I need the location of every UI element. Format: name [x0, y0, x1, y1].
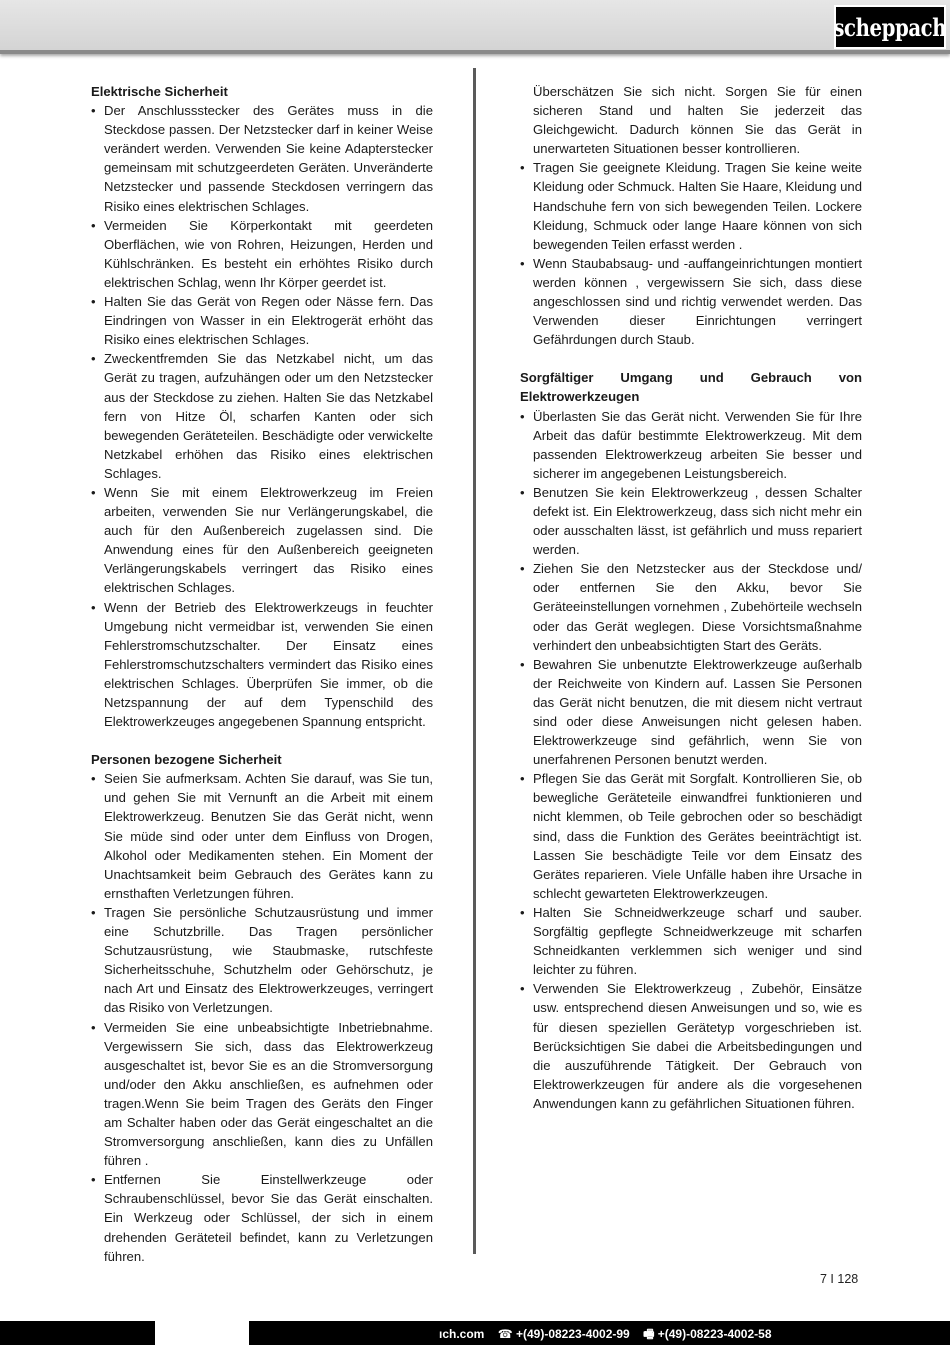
- list-item: • Wenn Staubabsaug- und -auffangeinrichtungen montiert werden können , vergewissern Sie sich, dass diese angeschlossen sind und richtig verwendet werden. Das Verwenden dieser Einrichtungen verringert Gefährdungen durch Staub.: [520, 254, 862, 349]
- list-item: • Halten Sie Schneidwerkzeuge scharf und sauber. Sorgfältig gepflegte Schneidwerkzeuge mit scharfen Schneidkanten verklemmen sich weniger und sind leichter zu führen.: [520, 903, 862, 979]
- list-item: • Verwenden Sie Elektrowerkzeug , Zubehör, Einsätze usw. entsprechend diesen Anweisungen und so, wie es für diesen speziellen Gerätetyp vorgeschrieben ist. Berücksichtigen Sie dabei die Arbeitsbedingungen und die auszuführende Tätigkeit. Der Gebrauch von Elektrowerkzeugen für andere als die vorgesehenen Anwendungen kann zu gefährlichen Situationen führen.: [520, 979, 862, 1113]
- section-heading-electrical-safety: Elektrische Sicherheit: [91, 84, 228, 99]
- footer-phone: ☎ +(49)-08223-4002-99: [497, 1327, 630, 1341]
- list-item: • Halten Sie das Gerät von Regen oder Nässe fern. Das Eindringen von Wasser in ein Elektrogerät erhöht das Risiko eines elektrischen Schlages.: [91, 292, 433, 349]
- section-spacer: [91, 731, 433, 750]
- list-item: • Der Anschlussstecker des Gerätes muss in die Steckdose passen. Der Netzstecker darf in keiner Weise verändert werden. Verwenden Sie keine Adapterstecker gemeinsam mit schutzgeerdeten Geräten. Unveränderte Netzstecker und passende Steckdosen verringern das Risiko eines elektrischen Schlages.: [91, 101, 433, 216]
- column-divider: [473, 68, 476, 1254]
- personal-safety-list-continued: [520, 158, 862, 349]
- list-item: • Tragen Sie persönliche Schutzausrüstung und immer eine Schutzbrille. Das Tragen persönlicher Schutzausrüstung, wie Staubmaske, rutschfeste Sicherheitsschuhe, Schutzhelm oder Gehörschutz, je nach Art und Einsatz des Elektrowerkzeuges, verringert das Risiko von Verletzungen.: [91, 903, 433, 1018]
- electrical-safety-list: [91, 101, 433, 731]
- list-item: • Benutzen Sie kein Elektrowerkzeug , dessen Schalter defekt ist. Ein Elektrowerkzeug, dass sich nicht mehr ein oder ausschalten lässt, ist gefährlich und muss repariert werden.: [520, 483, 862, 559]
- list-item: • Vermeiden Sie Körperkontakt mit geerdeten Oberflächen, wie von Rohren, Heizungen, Herden und Kühlschränken. Es besteht ein erhöhtes Risiko durch elektrischen Schlag, wenn Ihr Körper geerdet ist.: [91, 216, 433, 292]
- footer-website: ıch.com: [439, 1327, 485, 1341]
- brand-logo-text: scheppach: [833, 12, 947, 42]
- footer-contact: [439, 1325, 782, 1346]
- list-item: • Ziehen Sie den Netzstecker aus der Steckdose und/ oder entfernen Sie den Akku, bevor Sie Geräteeinstellungen vornehmen , Zubehörteile wechseln oder das Gerät weglegen. Diese Vorsichtsmaßnahme verhindert den unbeabsichtigten Start des Geräts.: [520, 559, 862, 654]
- list-item: • Überlasten Sie das Gerät nicht. Verwenden Sie für Ihre Arbeit das dafür bestimmte Elektrowerkzeug. Mit dem passenden Elektrowerkzeug arbeiten Sie besser und sicherer im angegebenen Leistungsbereich.: [520, 407, 862, 483]
- list-item: • Vermeiden Sie eine unbeabsichtigte Inbetriebnahme. Vergewissern Sie sich, dass das Elektrowerkzeug ausgeschaltet ist, bevor Sie es an die Stromversorgung und/oder den Akku anschließen, es aufnehmen oder tragen.Wenn Sie beim Tragen des Geräts den Finger am Schalter haben oder das Gerät eingeschaltet an die Stromversorgung anschließen, kann dies zu Unfällen führen .: [91, 1018, 433, 1171]
- personal-safety-list: [91, 769, 433, 1265]
- list-item: • Wenn Sie mit einem Elektrowerkzeug im Freien arbeiten, verwenden Sie nur Verlängerungskabel, die auch für den Außenbereich zugelassen sind. Die Anwendung eines für den Außenbereich geeigneten Verlängerungskabels verringert das Risiko eines elektrischen Schlages.: [91, 483, 433, 598]
- tool-use-list: [520, 407, 862, 1113]
- left-column: [91, 82, 433, 1266]
- list-item: • Zweckentfremden Sie das Netzkabel nicht, um das Gerät zu tragen, aufzuhängen oder um den Netzstecker aus der Steckdose zu ziehen. Halten Sie das Netzkabel fern von Hitze Öl, scharfen Kanten oder sich bewegenden Geräteteilen. Beschädigte oder verwickelte Netzkabel erhöhen das Risiko eines elektrischen Schlages.: [91, 349, 433, 483]
- list-item: • Entfernen Sie Einstellwerkzeuge oder Schraubenschlüssel, bevor Sie das Gerät einschalten. Ein Werkzeug oder Schlüssel, der sich in einem drehenden Geräteteil befindet, kann zu Verletzungen führen.: [91, 1170, 433, 1265]
- list-item: • Tragen Sie geeignete Kleidung. Tragen Sie keine weite Kleidung oder Schmuck. Halten Sie Haare, Kleidung und Handschuhe fern von sich bewegenden Teilen. Lockere Kleidung, Schmuck oder lange Haare können von sich bewegenden Teilen erfasst werden .: [520, 158, 862, 253]
- list-item: • Bewahren Sie unbenutzte Elektrowerkzeuge außerhalb der Reichweite von Kindern auf. Lassen Sie Personen das Gerät nicht benutzen, die mit diesem nicht vertraut sind oder diese Anweisungen nicht gelesen haben. Elektrowerkzeuge sind gefährlich, wenn Sie von unerfahrenen Personen benutzt werden.: [520, 655, 862, 770]
- continued-paragraph: Überschätzen Sie sich nicht. Sorgen Sie für einen sicheren Stand und halten Sie jederzeit das Gleichgewicht. Dadurch können Sie das Gerät in unerwarteten Situationen besser kontrollieren.: [533, 84, 862, 157]
- right-column: [520, 82, 862, 1113]
- footer-bar: [0, 1321, 950, 1345]
- page-number: 7 I 128: [820, 1272, 859, 1286]
- footer-white-block: [155, 1321, 249, 1345]
- brand-logo: [834, 5, 946, 49]
- header-bar: [0, 0, 950, 54]
- list-item: • Seien Sie aufmerksam. Achten Sie darauf, was Sie tun, und gehen Sie mit Vernunft an die Arbeit mit einem Elektrowerkzeug. Benutzen Sie das Gerät nicht, wenn Sie müde sind oder unter dem Einfluss von Drogen, Alkohol oder Medikamenten stehen. Ein Moment der Unachtsamkeit beim Gebrauch des Gerätes kann zu ernsthaften Verletzungen führen.: [91, 769, 433, 903]
- section-heading-personal-safety: Personen bezogene Sicherheit: [91, 752, 282, 768]
- section-spacer: [520, 349, 862, 368]
- footer-fax: 🖷 +(49)-08223-4002-58: [643, 1327, 772, 1341]
- section-heading-tool-use: Sorgfältiger Umgang und Gebrauch von Elektrowerkzeugen: [520, 370, 862, 405]
- list-item: • Wenn der Betrieb des Elektrowerkzeugs in feuchter Umgebung nicht vermeidbar ist, verwenden Sie einen Fehlerstromschutzschalter. Der Einsatz eines Fehlerstromschutzschalters vermindert das Risiko eines elektrischen Schlages. Überprüfen Sie immer, ob die Netzspannung der auf dem Typenschild des Elektrowerkzeuges angegebenen Spannung entspricht.: [91, 598, 433, 732]
- list-item: • Pflegen Sie das Gerät mit Sorgfalt. Kontrollieren Sie, ob bewegliche Geräteteile einwandfrei funktionieren und nicht klemmen, ob Teile gebrochen oder so beschädigt sind, dass die Funktion des Gerätes beeinträchtigt ist. Lassen Sie beschädigte Teile vor dem Einsatz des Gerätes reparieren. Viele Unfälle haben ihre Ursache in schlecht gewarteten Elektrowerkzeugen.: [520, 769, 862, 903]
